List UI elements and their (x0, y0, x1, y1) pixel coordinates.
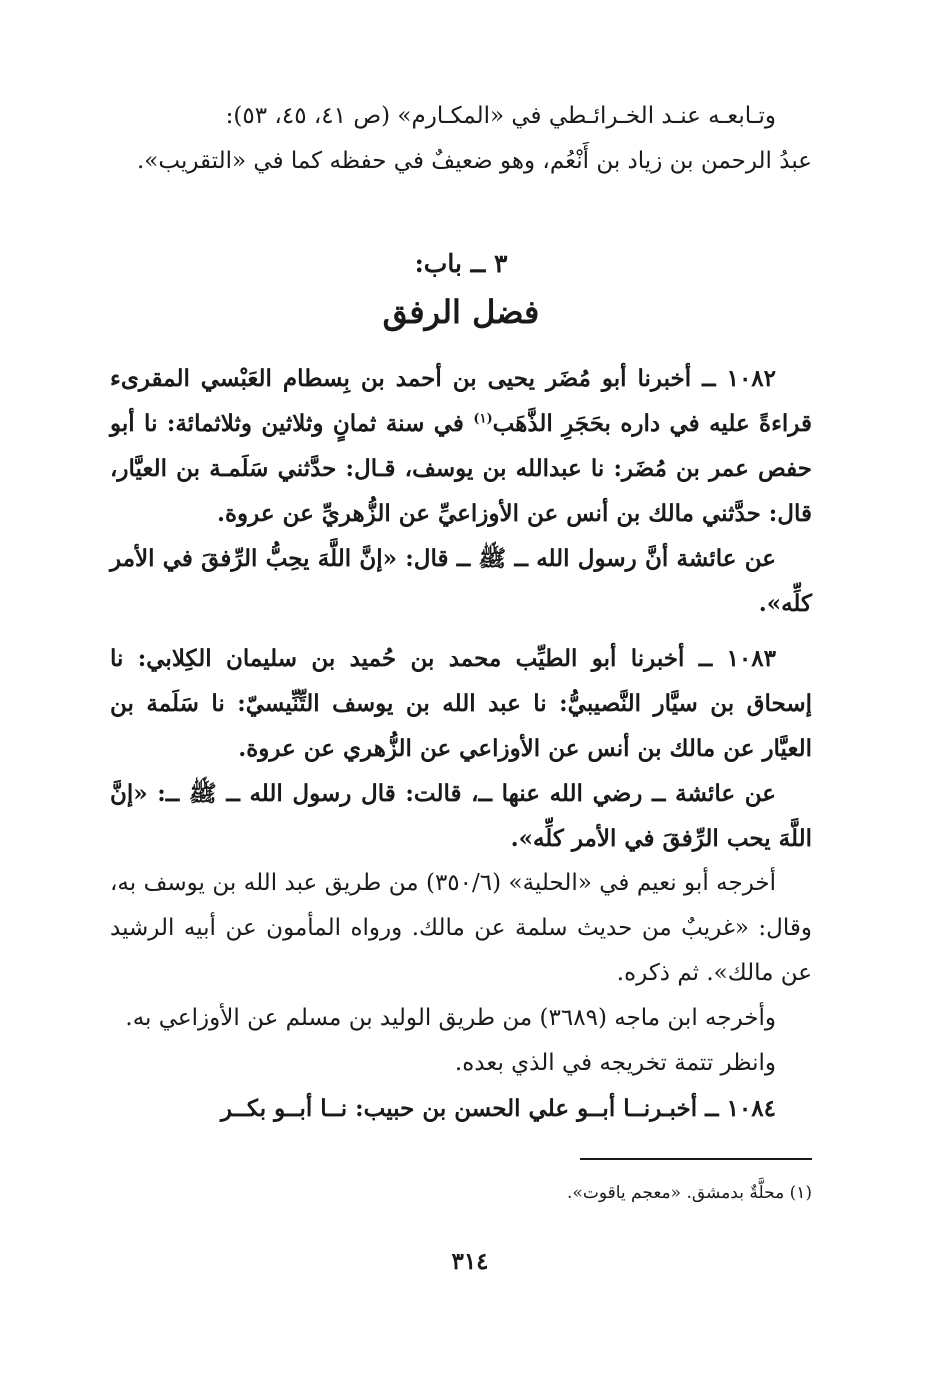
takhrij-paragraph-1: أخرجه أبو نعيم في «الحلية» (٣٥٠/٦) من طريق عبد الله بن يوسف به، وقال: «غريبٌ من حديث سلمة عن مالك. ورواه المأمون عن أبيه الرشيد عن مالك». ثم ذكره. (110, 870, 812, 986)
hadith-1082-isnad (110, 356, 812, 536)
page-number: ٣١٤ (451, 1248, 489, 1275)
hadith-1083-isnad: ١٠٨٣ ــ أخبرنا أبو الطيِّب محمد بن حُميد بن سليمان الكِلابي: نا إسحاق بن سيَّار النَّصيبيُّ: نا عبد الله بن يوسف التِّنِّيسيّ: نا سَلَمة بن العيَّار عن مالك بن أنس عن الأوزاعي عن الزُّهري عن عروة. (110, 645, 812, 762)
takhrij-paragraph-2: وأخرجه ابن ماجه (٣٦٨٩) من طريق الوليد بن مسلم عن الأوزاعي به. (125, 1005, 776, 1031)
takhrij-paragraph-3: وانظر تتمة تخريجه في الذي بعده. (454, 1050, 776, 1076)
hadith-1082-isnad-part-b: في سنة ثمانٍ وثلاثين وثلاثمائة: نا أبو حفص عمر بن مُضَر: نا عبدالله بن يوسف، قـال: حدَّثني سَلَمـة بن العيَّار، قال: حدَّثني مالك بن أنس عن الأوزاعيِّ عن الزُّهريِّ عن عروة. (110, 410, 812, 527)
chapter-label: ٣ ــ باب: (414, 249, 508, 278)
footnote-reference: (١) (473, 411, 493, 427)
chapter-title: فضل الرفق (382, 293, 540, 331)
hadith-1082-matn: عن عائشة أنَّ رسول الله ــ ﷺ ــ قال: «إنَّ اللَّهَ يحِبُّ الرِّفقَ في الأمر كلِّه». (110, 545, 812, 617)
hadith-1084-isnad: ١٠٨٤ ــ أخبـرنــا أبــو علي الحسن بن حبيب: نــا أبــو بكــر (220, 1095, 776, 1122)
footnote-separator (580, 1158, 812, 1160)
chapter-heading (110, 242, 812, 338)
spacer (110, 626, 812, 636)
hadith-1082-isnad-part-a: ١٠٨٢ ــ أخبرنا أبو مُضَر يحيى بن أحمد بن بِسطام العَبْسي المقرىء قراءةً عليه في داره بحَجَرِ الذَّهَب (110, 365, 812, 437)
footnote: (١) محلَّةٌ بدمشق. «معجم ياقوت». (567, 1183, 812, 1203)
intro-line-2: عبدُ الرحمن بن زياد بن أَنْعُم، وهو ضعيفٌ في حفظه كما في «التقريب». (136, 148, 812, 174)
intro-line-1: وتـابعـه عنـد الخـرائـطي في «المكـارم» (ص ٤١، ٤٥، ٥٣): (225, 103, 776, 129)
hadith-1083-matn: عن عائشة ــ رضي الله عنها ــ، قالت: قال رسول الله ــ ﷺ ــ: «إنَّ اللَّهَ يحب الرِّفقَ في الأمر كلِّه». (110, 780, 812, 852)
